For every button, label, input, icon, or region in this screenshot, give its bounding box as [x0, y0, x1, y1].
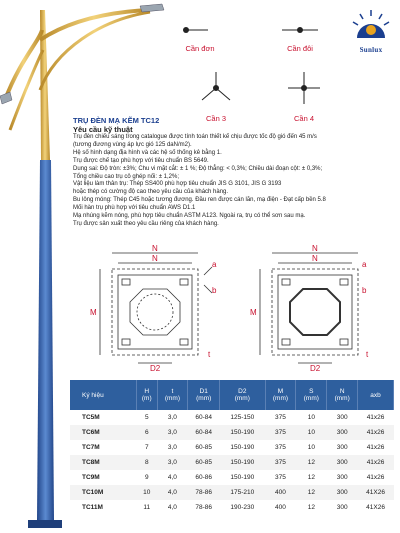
table-cell: 4,0: [167, 474, 177, 481]
double-arm-icon: [278, 22, 322, 38]
table-cell: 10: [307, 444, 315, 451]
dim-label: b: [362, 286, 367, 295]
dim-label: a: [362, 260, 367, 269]
base-plate-top-view-right: [260, 253, 358, 363]
dim-label: M: [250, 308, 257, 317]
base-plate-drawings: [88, 245, 398, 375]
col-header: D1 (mm): [188, 380, 220, 410]
table-cell: 300: [336, 504, 348, 511]
table-cell: 12: [296, 455, 327, 470]
dim-label: t: [208, 350, 211, 359]
sun-icon: [346, 6, 396, 46]
arm-label-double: Cần đôi: [287, 44, 313, 53]
requirements-heading: Yêu cầu kỹ thuật: [73, 125, 133, 134]
col-header: H (m): [137, 380, 158, 410]
table-cell: 400: [265, 485, 296, 500]
table-cell: 150-190: [230, 474, 255, 481]
table-cell: 375: [275, 474, 286, 481]
table-cell: 41x26: [366, 414, 385, 421]
dim-label: N: [152, 245, 158, 253]
product-title: TRỤ ĐÈN MẠ KẼM TC12: [73, 116, 160, 125]
table-cell: TC6M: [70, 425, 137, 440]
table-cell: 5: [144, 414, 149, 421]
arm-label-quad: Cần 4: [293, 114, 314, 123]
table-cell: 78-86: [188, 485, 220, 500]
table-cell: 4,0: [167, 504, 177, 511]
arm-label-single: Cần đơn: [185, 44, 215, 53]
table-header-row: [70, 380, 394, 410]
pole-spec-table: [70, 380, 394, 515]
col-header: axb: [358, 380, 394, 410]
logo-brand: Sunlux: [359, 46, 383, 54]
spec-line: Mối hàn trụ phù hợp với tiêu chuẩn AWS D1.1: [73, 205, 196, 212]
base-plate-top-view-left: [100, 253, 212, 363]
spec-line: Trụ được chế tạo phù hợp với tiêu chuẩn BS 5649.: [73, 157, 209, 164]
table-row: [70, 470, 394, 485]
spec-line: Vật liệu làm thân trụ: Thép SS400 phù hợp tiêu chuẩn JIS G 3101, JIS G 3193: [73, 181, 282, 188]
table-cell: 12: [296, 485, 327, 500]
arm-label-triple: Cần 3: [205, 114, 226, 123]
col-header: M (mm): [265, 380, 296, 410]
table-cell: 78-86: [195, 504, 212, 511]
table-cell: 300: [327, 425, 358, 440]
table-cell: 60-85: [195, 444, 212, 451]
table-row: [70, 410, 394, 425]
table-cell: 9: [144, 474, 149, 481]
table-cell: 300: [327, 455, 358, 470]
table-cell: 41x26: [358, 455, 394, 470]
table-cell: TC7M: [82, 444, 100, 451]
table-cell: 3,0: [167, 444, 177, 451]
table-cell: 150-190: [220, 455, 266, 470]
spec-line: Hệ số hình dạng địa hình và các hệ số thống kê bằng 1.: [73, 149, 222, 156]
table-cell: 3,0: [157, 425, 188, 440]
spec-line: (tương đương vùng áp lực gió 125 daN/m2).: [73, 141, 192, 148]
table-cell: 400: [275, 504, 286, 511]
table-cell: 375: [275, 444, 286, 451]
table-cell: 12: [307, 504, 315, 511]
spec-line: Trụ được sản xuất theo yêu cầu riêng của khách hàng.: [73, 220, 219, 227]
table-cell: TC10M: [70, 485, 137, 500]
table-cell: 3,0: [167, 414, 177, 421]
col-header: D2 (mm): [220, 380, 266, 410]
table-cell: 60-85: [188, 455, 220, 470]
table-cell: 8: [137, 455, 158, 470]
table-cell: 375: [275, 414, 286, 421]
table-cell: TC9M: [82, 474, 100, 481]
table-cell: 175-210: [220, 485, 266, 500]
table-cell: 300: [336, 474, 348, 481]
table-cell: 41x26: [366, 474, 385, 481]
table-cell: 3,0: [157, 455, 188, 470]
triple-arm-icon: [196, 70, 236, 110]
table-cell: 41X26: [366, 504, 385, 511]
table-row: [70, 455, 394, 470]
single-arm-icon: [178, 22, 218, 38]
table-cell: 10: [307, 414, 315, 421]
dim-label: N: [312, 245, 318, 253]
dim-label: a: [212, 260, 217, 269]
table-cell: 11: [143, 504, 151, 511]
col-header: t (mm): [157, 380, 188, 410]
table-row: [70, 500, 394, 515]
dim-label: N: [152, 254, 158, 263]
table-cell: TC8M: [70, 455, 137, 470]
col-header: S (mm): [296, 380, 327, 410]
table-cell: 41x26: [358, 425, 394, 440]
table-cell: TC11M: [82, 504, 103, 511]
table-cell: 10: [137, 485, 158, 500]
dim-label: M: [90, 308, 97, 317]
table-cell: 60-84: [195, 414, 212, 421]
sunlux-logo: [346, 6, 396, 62]
table-cell: 300: [336, 444, 348, 451]
table-cell: 41X26: [358, 485, 394, 500]
table-cell: 6: [137, 425, 158, 440]
table-cell: 150-190: [230, 444, 255, 451]
spec-line: Tổng chiều cao trụ cô ghép nối: ± 1,2%;: [73, 173, 180, 180]
col-header: N (mm): [327, 380, 358, 410]
dim-label: D2: [150, 364, 161, 373]
dim-label: D2: [310, 364, 321, 373]
table-cell: 7: [144, 444, 149, 451]
table-cell: 60-86: [195, 474, 212, 481]
table-cell: 300: [336, 414, 348, 421]
table-cell: 125-150: [230, 414, 255, 421]
quad-arm-icon: [284, 68, 324, 108]
table-cell: 12: [307, 474, 315, 481]
table-cell: 10: [296, 425, 327, 440]
table-cell: 375: [265, 425, 296, 440]
table-cell: 190-230: [230, 504, 255, 511]
spec-text: [73, 134, 391, 229]
table-row: [70, 440, 394, 455]
table-cell: 300: [327, 485, 358, 500]
table-cell: TC5M: [82, 414, 100, 421]
spec-line: Mạ nhúng kẽm nóng, phù hợp tiêu chuẩn ASTM A123. Ngoài ra, trụ có thể sơn sau mạ.: [73, 213, 306, 220]
spec-line: Dung sai: Độ tròn: ±3%; Chu vi mặt cắt: ± 1 %; Độ thẳng: < 0,3%; Chiều dài đoạn cột: ± 0,3%;: [73, 165, 323, 172]
spec-line: Trụ đèn chiếu sáng trong catalogue được tính toán thiết kế chịu được tốc độ gió đến 45 m/s: [73, 134, 317, 140]
table-cell: 375: [265, 455, 296, 470]
table-cell: 60-84: [188, 425, 220, 440]
spec-line: hoặc thép có cường độ cao theo yêu cầu của khách hàng.: [73, 189, 229, 196]
dim-label: b: [212, 286, 217, 295]
table-cell: 4,0: [157, 485, 188, 500]
dim-label: t: [366, 350, 369, 359]
table-cell: 41x26: [366, 444, 385, 451]
spec-line: Bu lông móng: Thép C45 hoặc tương đương. Đầu ren được cán lăn, mạ điện - Đạt cấp bền 5.8: [73, 197, 326, 204]
dim-label: N: [312, 254, 318, 263]
col-header: Ký hiệu: [70, 380, 137, 410]
table-row: [70, 425, 394, 440]
table-row: [70, 485, 394, 500]
table-cell: 150-190: [220, 425, 266, 440]
